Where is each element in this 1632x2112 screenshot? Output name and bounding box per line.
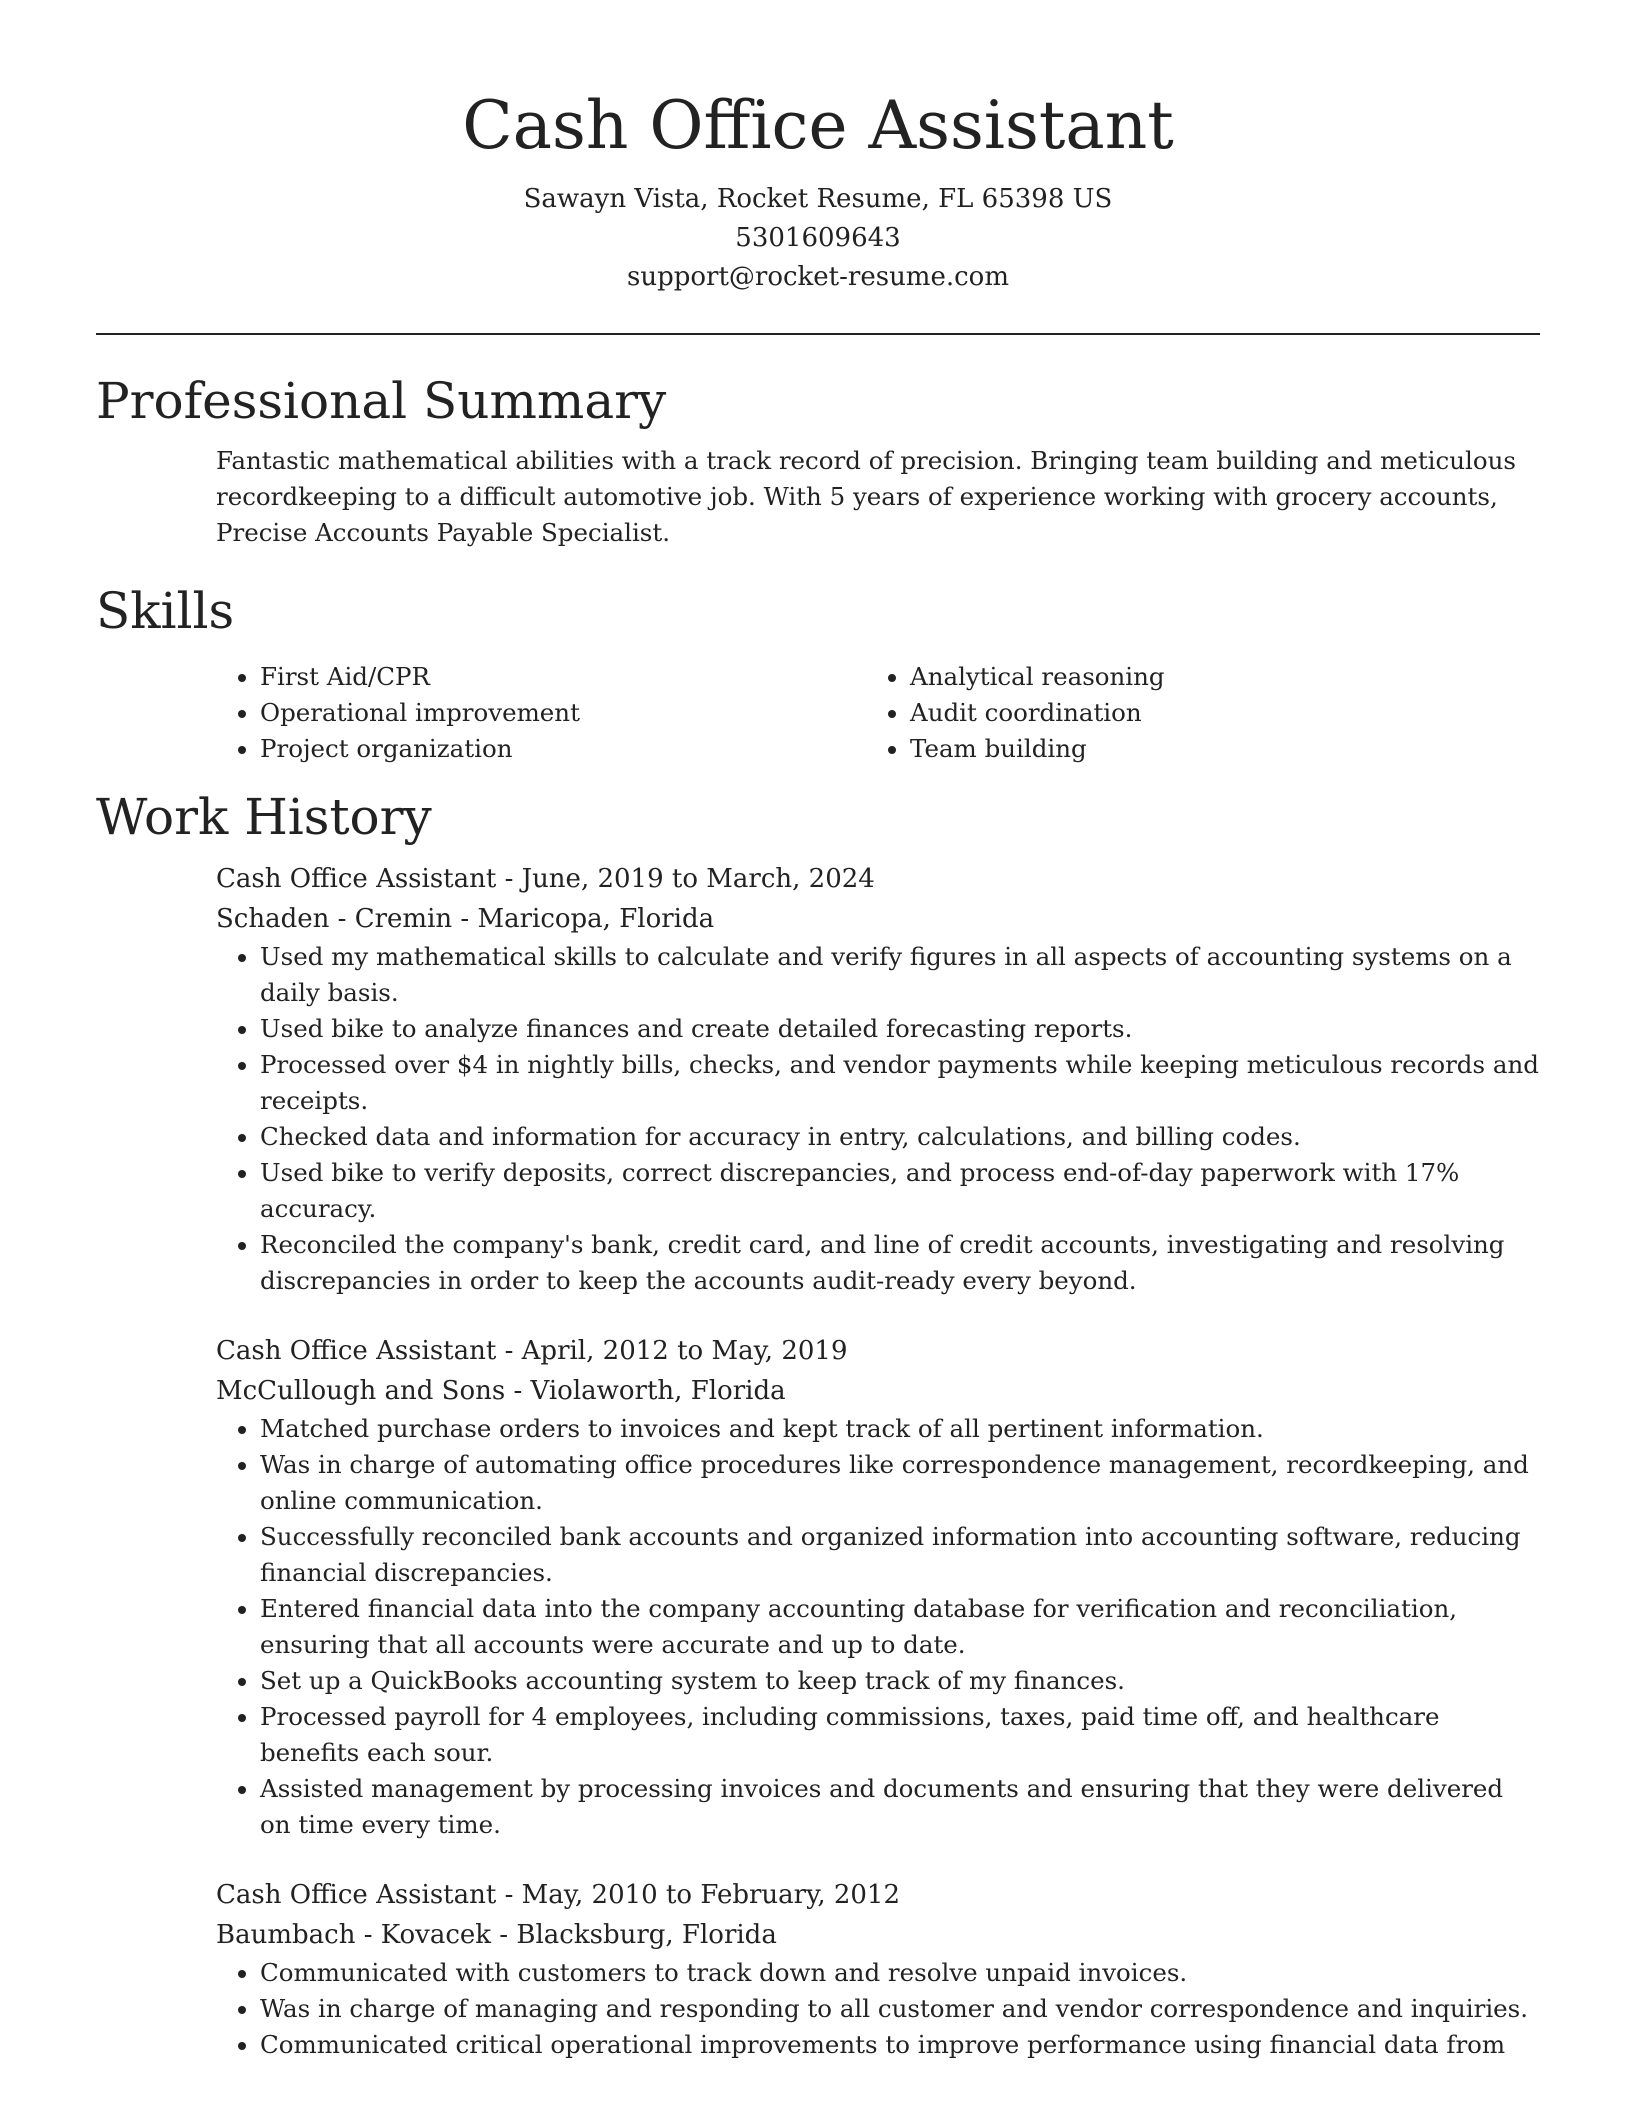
job-title-line bbox=[216, 859, 1540, 899]
skill-item: • Analytical reasoning bbox=[910, 659, 1516, 695]
duty-item: • Processed over $4 in nightly bills, checks, and vendor payments while keeping meticulous records and receipts. bbox=[260, 1047, 1540, 1119]
job-company: McCullough and Sons bbox=[216, 1376, 506, 1406]
job-title-line bbox=[216, 1331, 1540, 1371]
job-company-line bbox=[216, 1915, 1540, 1955]
job-company: Baumbach - Kovacek bbox=[216, 1920, 492, 1950]
job-entry bbox=[216, 1331, 1540, 1843]
work-history-list bbox=[216, 859, 1540, 2063]
resume-page bbox=[96, 0, 1540, 2063]
job-dates: - April, 2012 to May, 2019 bbox=[496, 1336, 848, 1366]
resume-header bbox=[96, 0, 1540, 297]
job-company-line bbox=[216, 899, 1540, 939]
duty-item: • Was in charge of managing and responding to all customer and vendor correspondence and inquiries. bbox=[260, 1991, 1540, 2027]
summary-heading: Professional Summary bbox=[96, 372, 667, 430]
duty-item: • Checked data and information for accuracy in entry, calculations, and billing codes. bbox=[260, 1119, 1540, 1155]
duty-item: • Was in charge of automating office procedures like correspondence management, recordkeeping, and online communication. bbox=[260, 1447, 1540, 1519]
contact-phone: 5301609643 bbox=[735, 223, 901, 253]
duty-item: • Communicated critical operational improvements to improve performance using financial data from bbox=[260, 2027, 1540, 2063]
job-role: Cash Office Assistant bbox=[216, 1880, 497, 1910]
duty-item: • Reconciled the company's bank, credit card, and line of credit accounts, investigating and resolving discrepancies in order to keep the accounts audit-ready every beyond. bbox=[260, 1227, 1540, 1299]
duty-item: • Successfully reconciled bank accounts and organized information into accounting software, reducing financial discrepancies. bbox=[260, 1519, 1540, 1591]
job-dates: - May, 2010 to February, 2012 bbox=[496, 1880, 901, 1910]
job-entry bbox=[216, 1875, 1540, 2063]
job-duties bbox=[216, 1411, 1540, 1843]
job-company: Schaden - Cremin bbox=[216, 904, 453, 934]
job-role: Cash Office Assistant bbox=[216, 1336, 497, 1366]
skill-item: • Project organization bbox=[260, 731, 866, 767]
job-entry bbox=[216, 859, 1540, 1299]
duty-item: • Used bike to verify deposits, correct discrepancies, and process end-of-day paperwork with 17% accuracy. bbox=[260, 1155, 1540, 1227]
skills-heading: Skills bbox=[96, 582, 235, 640]
skills-column-right bbox=[866, 659, 1516, 767]
duty-item: • Communicated with customers to track down and resolve unpaid invoices. bbox=[260, 1955, 1540, 1991]
skill-item: • Audit coordination bbox=[910, 695, 1516, 731]
job-location: - Maricopa, Florida bbox=[452, 904, 715, 934]
duty-item: • Used my mathematical skills to calculate and verify figures in all aspects of accounting systems on a daily basis. bbox=[260, 939, 1540, 1011]
summary-text: Fantastic mathematical abilities with a track record of precision. Bringing team building and meticulous recordkeeping to a difficult automotive job. With 5 years of experience working with grocery accounts, Precise Accounts Payable Specialist. bbox=[216, 446, 1516, 547]
skills-list bbox=[216, 659, 1540, 767]
contact-address: Sawayn Vista, Rocket Resume, FL 65398 US bbox=[523, 184, 1113, 214]
job-duties bbox=[216, 1955, 1540, 2063]
duty-item: • Set up a QuickBooks accounting system to keep track of my finances. bbox=[260, 1663, 1540, 1699]
job-dates: - June, 2019 to March, 2024 bbox=[496, 864, 875, 894]
job-location: - Violaworth, Florida bbox=[505, 1376, 786, 1406]
work-history-heading: Work History bbox=[96, 788, 432, 846]
header-divider bbox=[96, 333, 1540, 335]
duty-item: • Used bike to analyze finances and create detailed forecasting reports. bbox=[260, 1011, 1540, 1047]
duty-item: • Processed payroll for 4 employees, including commissions, taxes, paid time off, and healthcare benefits each sour. bbox=[260, 1699, 1540, 1771]
job-location: - Blacksburg, Florida bbox=[491, 1920, 777, 1950]
contact-email: support@rocket-resume.com bbox=[626, 262, 1009, 292]
job-title-line bbox=[216, 1875, 1540, 1915]
skill-item: • First Aid/CPR bbox=[260, 659, 866, 695]
resume-name: Cash Office Assistant bbox=[462, 87, 1174, 164]
contact-info bbox=[96, 180, 1540, 297]
skill-item: • Team building bbox=[910, 731, 1516, 767]
duty-item: • Assisted management by processing invoices and documents and ensuring that they were delivered on time every time. bbox=[260, 1771, 1540, 1843]
job-duties bbox=[216, 939, 1540, 1299]
job-role: Cash Office Assistant bbox=[216, 864, 497, 894]
duty-item: • Matched purchase orders to invoices and kept track of all pertinent information. bbox=[260, 1411, 1540, 1447]
job-company-line bbox=[216, 1371, 1540, 1411]
duty-item: • Entered financial data into the company accounting database for verification and reconciliation, ensuring that all accounts were accurate and up to date. bbox=[260, 1591, 1540, 1663]
skill-item: • Operational improvement bbox=[260, 695, 866, 731]
skills-column-left bbox=[216, 659, 866, 767]
